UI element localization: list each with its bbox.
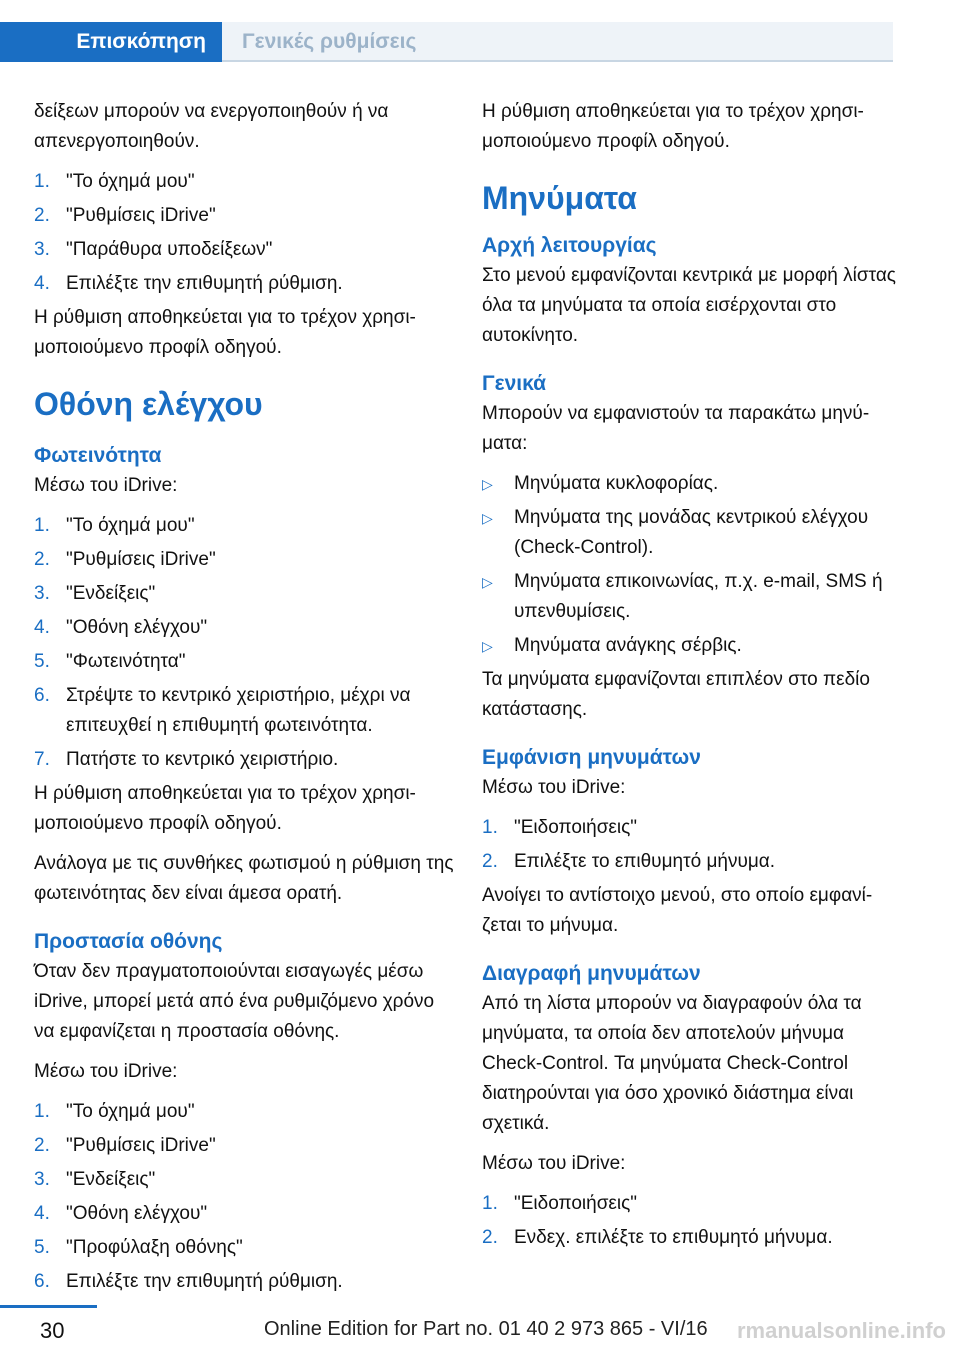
list-item: 6. Επιλέξτε την επιθυμητή ρύθμιση.	[34, 1271, 343, 1292]
list-item: 2. "Ρυθμίσεις iDrive"	[34, 205, 216, 226]
list-item: 1. "Το όχημά μου"	[34, 171, 195, 192]
via-idrive: Μέσω του iDrive:	[482, 777, 626, 798]
watermark: rmanualsonline.info	[736, 1318, 946, 1343]
list-item: 2. "Ρυθμίσεις iDrive"	[34, 549, 216, 570]
principle-text: Στο μενού εμφανίζονται κεντρικά με μορφή λίστας όλα τα μηνύματα τα οποία εισέρχονται στο αυτοκίνητο.	[482, 265, 896, 346]
subsection-delete-messages: Διαγραφή μηνυμάτων	[482, 962, 701, 985]
list-item: 1. "Ειδοποιήσεις"	[482, 1193, 638, 1214]
tab-general-settings[interactable]: Γενικές ρυθμίσεις	[222, 22, 893, 62]
list-item: 6. Στρέψτε το κεντρικό χειριστήριο, μέχρι να επιτευχθεί η επιθυμητή φωτεινότητα.	[34, 685, 411, 736]
list-item: 1. "Ειδοποιήσεις"	[482, 817, 638, 838]
steps-list-2	[34, 511, 454, 775]
list-item: 3. "Ενδείξεις"	[34, 583, 156, 604]
footer-rule	[0, 1305, 97, 1308]
list-item: 1. "Το όχημά μου"	[34, 515, 195, 536]
protection-text: Όταν δεν πραγματοποιούνται εισαγωγές μέσω iDrive, μπορεί μετά από ένα ρυθμιζόμενο χρόνο να εμφανίζεται η προστασία οθόνης.	[34, 961, 435, 1042]
list-item: 5. "Προφύλαξη οθόνης"	[34, 1237, 243, 1258]
list-item: 4. Επιλέξτε την επιθυμητή ρύθμιση.	[34, 273, 343, 294]
steps-list-1	[34, 167, 454, 299]
right-column	[482, 97, 902, 1257]
steps-list-5	[482, 1189, 902, 1253]
page-number: 30	[40, 1318, 65, 1343]
triangle-bullet-icon: ▷	[482, 510, 493, 526]
list-item: 2. "Ρυθμίσεις iDrive"	[34, 1135, 216, 1156]
saved-note: Η ρύθμιση αποθηκεύεται για το τρέχον χρησιμοποιούμενο προφίλ οδηγού.	[482, 101, 864, 152]
triangle-bullet-icon: ▷	[482, 574, 493, 590]
section-title-messages: Μηνύματα	[482, 180, 637, 216]
intro-text: δείξεων μπορούν να ενεργοποιηθούν ή να απενεργοποιηθούν.	[34, 101, 389, 152]
list-item: ▷ Μηνύματα ανάγκης σέρβις.	[482, 631, 902, 661]
saved-note: Η ρύθμιση αποθηκεύεται για το τρέχον χρησιμοποιούμενο προφίλ οδηγού.	[34, 783, 416, 834]
message-types-list	[482, 469, 902, 661]
delete-text: Από τη λίστα μπορούν να διαγραφούν όλα τα μηνύματα, τα οποία δεν αποτελούν μήνυμα Check-Control. Τα μηνύματα Check-Control διατηρούνται για όσο χρονικό διάστημα είναι σχετικά.	[482, 993, 862, 1134]
steps-list-3	[34, 1097, 454, 1297]
list-item: 7. Πατήστε το κεντρικό χειριστήριο.	[34, 749, 339, 770]
list-item: 3. "Παράθυρα υποδείξεων"	[34, 239, 273, 260]
list-item: ▷ Μηνύματα της μονάδας κεντρικού ελέγχου (Check-Control).	[482, 503, 902, 563]
subsection-general: Γενικά	[482, 372, 547, 395]
via-idrive: Μέσω του iDrive:	[482, 1153, 626, 1174]
status-text: Τα μηνύματα εμφανίζονται επιπλέον στο πεδίο κατάστασης.	[482, 669, 870, 720]
list-item: ▷ Μηνύματα κυκλοφορίας.	[482, 469, 902, 499]
left-column	[34, 97, 454, 1301]
brightness-note: Ανάλογα με τις συνθήκες φωτισμού η ρύθμιση της φωτεινότητας δεν είναι άμεσα ορατή.	[34, 853, 454, 904]
tab-bar	[0, 22, 893, 62]
list-item: 3. "Ενδείξεις"	[34, 1169, 156, 1190]
edition-text: Online Edition for Part no. 01 40 2 973 865 - VI/16	[264, 1318, 708, 1340]
general-text: Μπορούν να εμφανιστούν τα παρακάτω μηνύματα:	[482, 403, 870, 454]
tab-overview[interactable]: Επισκόπηση	[0, 22, 222, 62]
section-title-control-display: Οθόνη ελέγχου	[34, 386, 263, 422]
list-item: ▷ Μηνύματα επικοινωνίας, π.χ. e-mail, SMS ή υπενθυμίσεις.	[482, 567, 902, 627]
saved-note: Η ρύθμιση αποθηκεύεται για το τρέχον χρησιμοποιούμενο προφίλ οδηγού.	[34, 307, 416, 358]
subsection-principle: Αρχή λειτουργίας	[482, 234, 657, 257]
list-item: 4. "Οθόνη ελέγχου"	[34, 1203, 208, 1224]
list-item: 2. Ενδεχ. επιλέξτε το επιθυμητό μήνυμα.	[482, 1227, 833, 1248]
triangle-bullet-icon: ▷	[482, 638, 493, 654]
via-idrive: Μέσω του iDrive:	[34, 1061, 178, 1082]
open-text: Ανοίγει το αντίστοιχο μενού, στο οποίο εμφανίζεται το μήνυμα.	[482, 885, 873, 936]
subsection-display-messages: Εμφάνιση μηνυμάτων	[482, 746, 701, 769]
triangle-bullet-icon: ▷	[482, 476, 493, 492]
list-item: 2. Επιλέξτε το επιθυμητό μήνυμα.	[482, 851, 776, 872]
list-item: 5. "Φωτεινότητα"	[34, 651, 186, 672]
list-item: 4. "Οθόνη ελέγχου"	[34, 617, 208, 638]
tab-divider	[222, 60, 893, 62]
subsection-screen-protection: Προστασία οθόνης	[34, 930, 223, 953]
list-item: 1. "Το όχημά μου"	[34, 1101, 195, 1122]
steps-list-4	[482, 813, 902, 877]
via-idrive: Μέσω του iDrive:	[34, 475, 178, 496]
subsection-brightness: Φωτεινότητα	[34, 444, 162, 467]
